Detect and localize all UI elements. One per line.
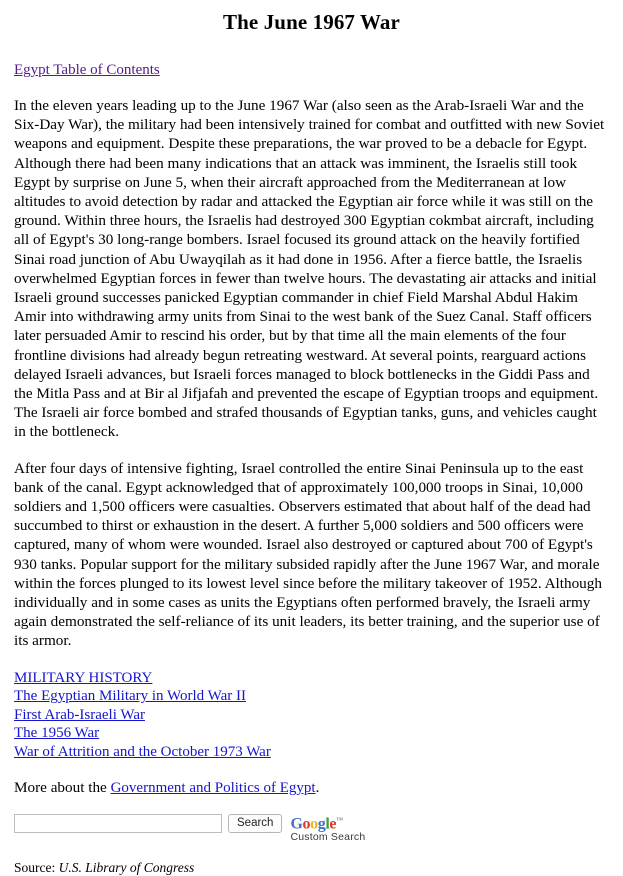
google-logo [290, 813, 365, 831]
source-name: U.S. Library of Congress [58, 860, 195, 876]
link-government-and-politics-of-egypt[interactable]: Government and Politics of Egypt [110, 779, 316, 796]
related-link-row [14, 724, 609, 743]
link-egyptian-military-wwii[interactable]: The Egyptian Military in World War II [14, 688, 246, 705]
custom-search-label: Custom Search [290, 830, 366, 843]
related-link-row [14, 669, 609, 688]
google-logo-letter: l [325, 814, 330, 832]
google-logo-letter: o [302, 814, 311, 832]
toc-link-container [14, 61, 609, 79]
more-about-prefix: More about the [14, 778, 111, 796]
page-title: The June 1967 War [223, 10, 400, 34]
body-paragraph-2: After four days of intensive fighting, Israel controlled the entire Sinai Peninsula up to the east bank of the canal. Egypt acknowledged that of approximately 100,000 troops in Sinai, 10,000 soldiers and 1,500 officers were casualties. Observers estimated that about half of the dead had succumbed to thirst or exhaustion in the desert. A further 5,000 soldiers and 500 officers were captured, many of whom were wounded. Israel also destroyed or captured about 700 of Egypt's 930 tanks. Popular support for the military subsided rapidly after the June 1967 War, and morale within the forces plunged to its lowest level since before the military takeover of 1952. Although individually and in some cases as units the Egyptians often performed bravely, the Israeli army again demonstrated the self-reliance of its unit leaders, its better training, and the superior use of its armor. [14, 459, 602, 650]
more-about-line [14, 778, 609, 798]
search-input[interactable] [14, 814, 222, 833]
google-custom-search-branding [290, 813, 365, 843]
google-logo-letter: g [317, 814, 326, 832]
link-war-of-attrition-october-1973[interactable]: War of Attrition and the October 1973 War [14, 744, 271, 761]
trademark-icon: ™ [336, 815, 343, 824]
document-page [0, 10, 623, 876]
related-link-row [14, 687, 609, 706]
body-paragraph-1: In the eleven years leading up to the June 1967 War (also seen as the Arab-Israeli War and the Six-Day War), the military had been intensively trained for combat and outfitted with new Soviet weapons and equipment. Despite these preparations, the war proved to be a debacle for Egypt. Although there had been many indications that an attack was imminent, the Israelis still took Egypt by surprise on June 5, when their aircraft approached from the Mediterranean at low altitudes to avoid detection by radar and attacked the Egyptian air force while it was still on the ground. Within three hours, the Israelis had destroyed 300 Egyptian cokmbat aircraft, including all of Egypt's 30 long-range bombers. Israel focused its ground attack on the heavily fortified Sinai road junction of Abu Uwayqilah as it had done in 1956. After a fierce battle, the Israelis overwhelmed Egyptian forces in fewer than twelve hours. The devastating air attacks and initial Israeli ground successes panicked Egyptian commander in chief Field Marshal Abdul Hakim Amir into withdrawing army units from Sinai to the west bank of the Suez Canal. Staff officers later persuaded Amir to rescind his order, but by that time all the main elements of the four frontline divisions had already begun retreating westward. At several points, rearguard actions delayed Israeli advances, but Israeli forces managed to block bottlenecks in the Giddi Pass and the Mitla Pass and at Bir al Jifjafah and prevented the escape of Egyptian troops and equipment. The Israeli air force bombed and strafed thousands of Egyptian tanks, guns, and vehicles caught in the bottleneck. [14, 97, 605, 441]
google-logo-letter: G [290, 814, 303, 832]
related-links-list [14, 669, 609, 762]
link-1956-war[interactable]: The 1956 War [14, 725, 100, 742]
egypt-table-of-contents-link[interactable]: Egypt Table of Contents [14, 62, 160, 78]
related-link-row [14, 706, 609, 725]
search-button[interactable]: Search [228, 814, 282, 833]
link-military-history[interactable]: MILITARY HISTORY [14, 669, 153, 686]
source-line [14, 860, 609, 876]
google-logo-letter: o [310, 814, 318, 832]
source-prefix: Source: [14, 860, 59, 876]
link-first-arab-israeli-war[interactable]: First Arab-Israeli War [14, 706, 145, 723]
more-about-suffix: . [315, 778, 320, 796]
google-logo-letter: e [329, 814, 337, 832]
search-form [14, 814, 609, 843]
related-link-row [14, 743, 609, 762]
